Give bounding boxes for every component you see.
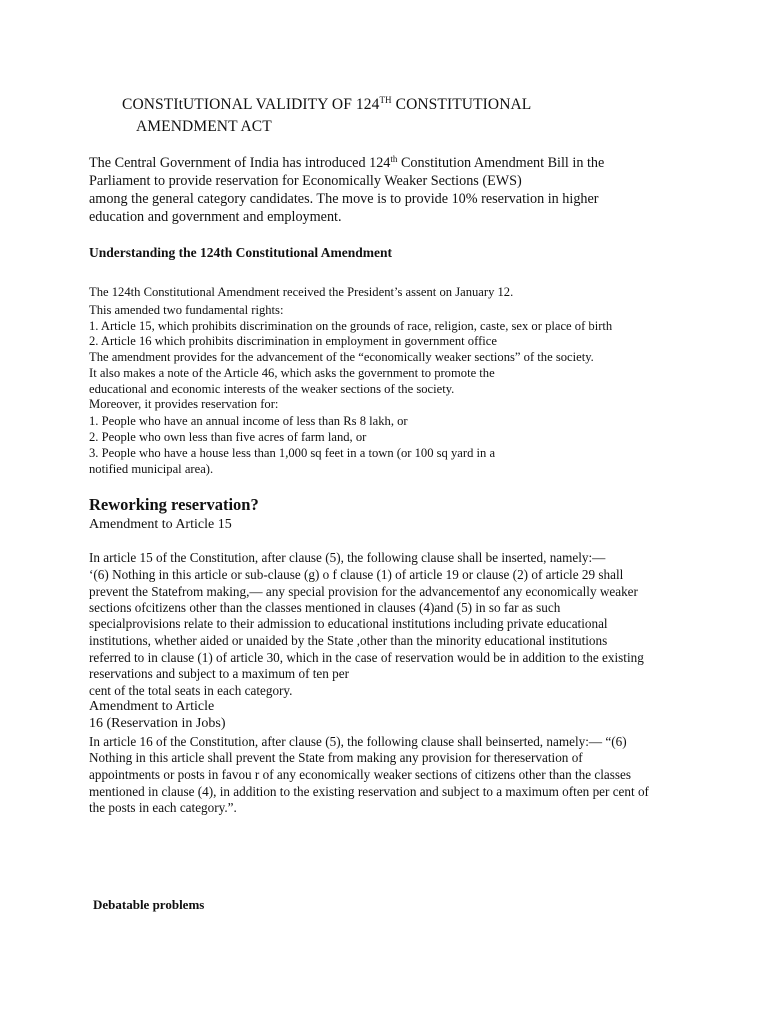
- section2-line: prevent the Statefrom making,— any special provision for the advancementof any economically weaker: [89, 584, 638, 599]
- section1-line: educational and economic interests of the weaker sections of the society.: [89, 382, 455, 396]
- document-title-line-2: AMENDMENT ACT: [136, 118, 272, 135]
- section2-line: 16 (Reservation in Jobs): [89, 716, 226, 731]
- section1-line: This amended two fundamental rights:: [89, 303, 284, 317]
- section1-line: Moreover, it provides reservation for:: [89, 397, 279, 411]
- intro-line-3: among the general category candidates. The move is to provide 10% reservation in higher: [89, 191, 599, 207]
- intro-superscript: th: [390, 154, 398, 164]
- section2-line: referred to in clause (1) of article 30, which in the case of reservation would be in addition to the existing: [89, 650, 644, 665]
- section2-line: reservations and subject to a maximum of ten per: [89, 666, 350, 681]
- section-heading-reworking-reservation: Reworking reservation?: [89, 495, 259, 514]
- intro-line-1: [89, 155, 604, 170]
- section1-line: The amendment provides for the advancement of the “economically weaker sections” of the society.: [89, 350, 594, 364]
- section2-line: Amendment to Article: [89, 699, 215, 714]
- section-heading-debatable-problems: Debatable problems: [93, 897, 205, 912]
- document-title-line-1: [122, 96, 531, 113]
- title-superscript: TH: [379, 95, 392, 105]
- section2-line: Nothing in this article shall prevent the State from making any provision for thereservation of: [89, 750, 583, 765]
- section2-line: the posts in each category.”.: [89, 800, 237, 815]
- section2-line: In article 15 of the Constitution, after clause (5), the following clause shall be inserted, namely:—: [89, 550, 606, 565]
- section1-line: 2. People who own less than five acres of farm land, or: [89, 430, 367, 444]
- section1-line: 1. People who have an annual income of less than Rs 8 lakh, or: [89, 414, 408, 428]
- intro-line-4: education and government and employment.: [89, 209, 342, 225]
- section2-line: specialprovisions relate to their admission to educational institutions including private educational: [89, 616, 608, 631]
- section2-line: cent of the total seats in each category.: [89, 683, 293, 698]
- section-heading-understanding: Understanding the 124th Constitutional Amendment: [89, 245, 393, 260]
- section1-line: It also makes a note of the Article 46, which asks the government to promote the: [89, 366, 495, 380]
- section1-line: The 124th Constitutional Amendment received the President’s assent on January 12.: [89, 285, 514, 299]
- section2-line: institutions, whether aided or unaided by the State ,other than the minority educational institutions: [89, 633, 608, 648]
- intro-text-continued: Constitution Amendment Bill in the: [397, 155, 605, 171]
- title-text-continued: CONSTITUTIONAL: [391, 96, 532, 113]
- section2-line: ‘(6) Nothing in this article or sub-clause (g) o f clause (1) of article 19 or clause (2) of article 29 shall: [89, 567, 624, 582]
- section-subheading-article-15: Amendment to Article 15: [89, 517, 232, 532]
- intro-text: The Central Government of India has introduced 124: [89, 155, 391, 171]
- section2-line: sections ofcitizens other than the classes mentioned in clauses (4)and (5) in so far as such: [89, 600, 561, 615]
- section1-line: 2. Article 16 which prohibits discrimination in employment in government office: [89, 334, 497, 348]
- section1-line: notified municipal area).: [89, 462, 214, 476]
- section2-line: appointments or posts in favou r of any economically weaker sections of citizens other than the classes: [89, 767, 631, 782]
- section2-line: In article 16 of the Constitution, after clause (5), the following clause shall beinserted, namely:— “(6): [89, 734, 627, 749]
- section1-line: 3. People who have a house less than 1,000 sq feet in a town (or 100 sq yard in a: [89, 446, 496, 460]
- intro-line-2: Parliament to provide reservation for Economically Weaker Sections (EWS): [89, 173, 522, 189]
- title-text: CONSTItUTIONAL VALIDITY OF 124: [122, 96, 380, 113]
- section2-line: mentioned in clause (4), in addition to the existing reservation and subject to a maximum often per cent of: [89, 784, 649, 799]
- section1-line: 1. Article 15, which prohibits discrimination on the grounds of race, religion, caste, sex or place of birth: [89, 319, 613, 333]
